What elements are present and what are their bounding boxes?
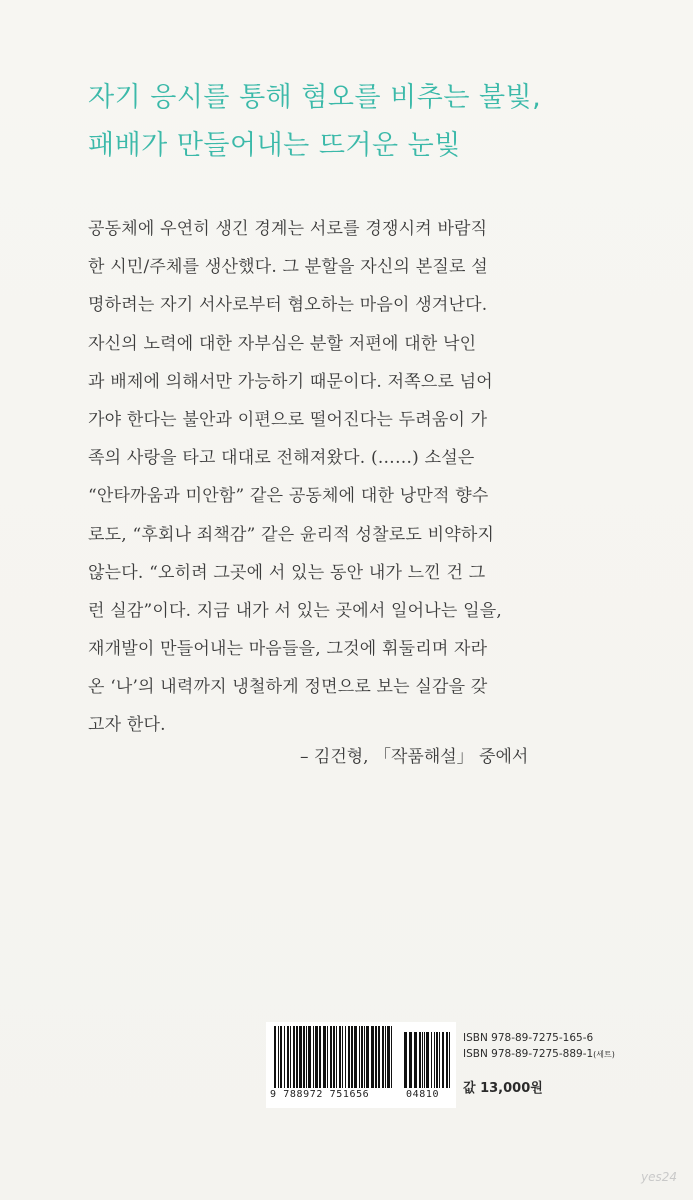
barcode-bar xyxy=(323,1026,326,1088)
blurb-line: 과 배제에 의해서만 가능하기 때문이다. 저쪽으로 넘어 xyxy=(88,371,493,392)
isbn-line-1: ISBN 978-89-7275-165-6 xyxy=(463,1032,594,1044)
barcode-bar xyxy=(431,1032,432,1088)
isbn-set-number: ISBN 978-89-7275-889-1 xyxy=(463,1048,594,1060)
blurb-line: 않는다. “오히려 그곳에 서 있는 동안 내가 느낀 건 그 xyxy=(88,562,486,583)
barcode-bar xyxy=(299,1026,302,1088)
barcode-bar xyxy=(284,1026,285,1088)
barcode-bar xyxy=(375,1026,377,1088)
isbn-barcode xyxy=(266,1022,456,1108)
barcode-bar xyxy=(290,1026,291,1088)
blurb-line: 온 ‘나’의 내력까지 냉철하게 정면으로 보는 실감을 갖 xyxy=(88,677,488,698)
blurb-line: “안타까움과 미안함” 같은 공동체에 대한 낭만적 향수 xyxy=(88,486,489,507)
barcode-bar xyxy=(449,1032,450,1088)
barcode-bar xyxy=(327,1026,328,1088)
barcode-bars xyxy=(266,1022,456,1090)
blurb-line: 고자 한다. xyxy=(88,715,166,736)
barcode-bar xyxy=(361,1026,363,1088)
barcode-bar xyxy=(364,1026,365,1088)
barcode-bar xyxy=(439,1032,440,1088)
barcode-bar xyxy=(378,1026,380,1088)
blurb-text xyxy=(88,210,608,745)
barcode-bar xyxy=(414,1032,417,1088)
blurb-line: 공동체에 우연히 생긴 경계는 서로를 경쟁시켜 바람직 xyxy=(88,219,488,239)
barcode-bar xyxy=(385,1026,386,1088)
barcode-bar xyxy=(336,1026,337,1088)
barcode-bar xyxy=(419,1032,421,1088)
barcode-bar xyxy=(424,1032,425,1088)
barcode-bar xyxy=(404,1032,407,1088)
headline-line-1: 자기 응시를 통해 혐오를 비추는 불빛, xyxy=(88,82,542,113)
blurb-line: 런 실감”이다. 지금 내가 서 있는 곳에서 일어나는 일을, xyxy=(88,600,502,621)
barcode-bar xyxy=(446,1032,448,1088)
blurb-line: 족의 사랑을 타고 대대로 전해져왔다. (……) 소설은 xyxy=(88,448,475,469)
isbn-info xyxy=(463,1030,615,1096)
barcode-bar xyxy=(293,1026,295,1088)
barcode-bar xyxy=(296,1026,298,1088)
barcode-bar xyxy=(303,1026,305,1088)
barcode-bar xyxy=(306,1026,307,1088)
barcode-bar xyxy=(308,1026,311,1088)
blurb-line: 로도, “후회나 죄책감” 같은 윤리적 성찰로도 비약하지 xyxy=(88,524,495,545)
barcode-bar xyxy=(278,1026,279,1088)
barcode-bar xyxy=(366,1026,369,1088)
attribution: – 김건형, 「작품해설」 중에서 xyxy=(300,747,529,767)
barcode-bar xyxy=(434,1032,435,1088)
barcode-bar xyxy=(409,1032,412,1088)
barcode-bar xyxy=(348,1026,350,1088)
barcode-bar xyxy=(354,1026,357,1088)
barcode-digits: 9 788972 751656 xyxy=(270,1089,370,1100)
isbn-line-2 xyxy=(463,1046,615,1063)
barcode-bar xyxy=(315,1026,318,1088)
barcode-bar xyxy=(442,1032,444,1088)
barcode-addon-digits: 04810 xyxy=(406,1089,440,1100)
barcode-bar xyxy=(287,1026,289,1088)
watermark-logo: yes24 xyxy=(640,1170,677,1184)
blurb-line: 가야 한다는 불안과 이편으로 떨어진다는 두려움이 가 xyxy=(88,409,488,430)
price: 값 13,000원 xyxy=(463,1081,543,1096)
headline xyxy=(88,74,648,170)
barcode-bar xyxy=(351,1026,353,1088)
barcode-bar xyxy=(319,1026,321,1088)
barcode-bar xyxy=(274,1026,276,1088)
barcode-bar xyxy=(382,1026,384,1088)
barcode-bar xyxy=(426,1032,429,1088)
barcode-bar xyxy=(339,1026,341,1088)
blurb-line: 자신의 노력에 대한 자부심은 분할 저편에 대한 낙인 xyxy=(88,333,477,354)
barcode-bar xyxy=(436,1032,438,1088)
barcode-bar xyxy=(333,1026,335,1088)
isbn-set-note: (세트) xyxy=(593,1050,615,1059)
barcode-bar xyxy=(345,1026,346,1088)
barcode-bar xyxy=(342,1026,343,1088)
barcode-bar xyxy=(280,1026,282,1088)
barcode-bar xyxy=(330,1026,332,1088)
blurb-line: 한 시민/주체를 생산했다. 그 분할을 자신의 본질로 설 xyxy=(88,257,488,278)
barcode-bar xyxy=(391,1026,392,1088)
blurb-line: 재개발이 만들어내는 마음들을, 그것에 휘둘리며 자라 xyxy=(88,639,488,660)
barcode-bar xyxy=(313,1026,314,1088)
barcode-bar xyxy=(422,1032,423,1088)
headline-line-2: 패배가 만들어내는 뜨거운 눈빛 xyxy=(88,130,461,161)
barcode-bar xyxy=(359,1026,360,1088)
barcode-bar xyxy=(387,1026,390,1088)
blurb-line: 명하려는 자기 서사로부터 혐오하는 마음이 생겨난다. xyxy=(88,295,488,316)
barcode-bar xyxy=(371,1026,374,1088)
